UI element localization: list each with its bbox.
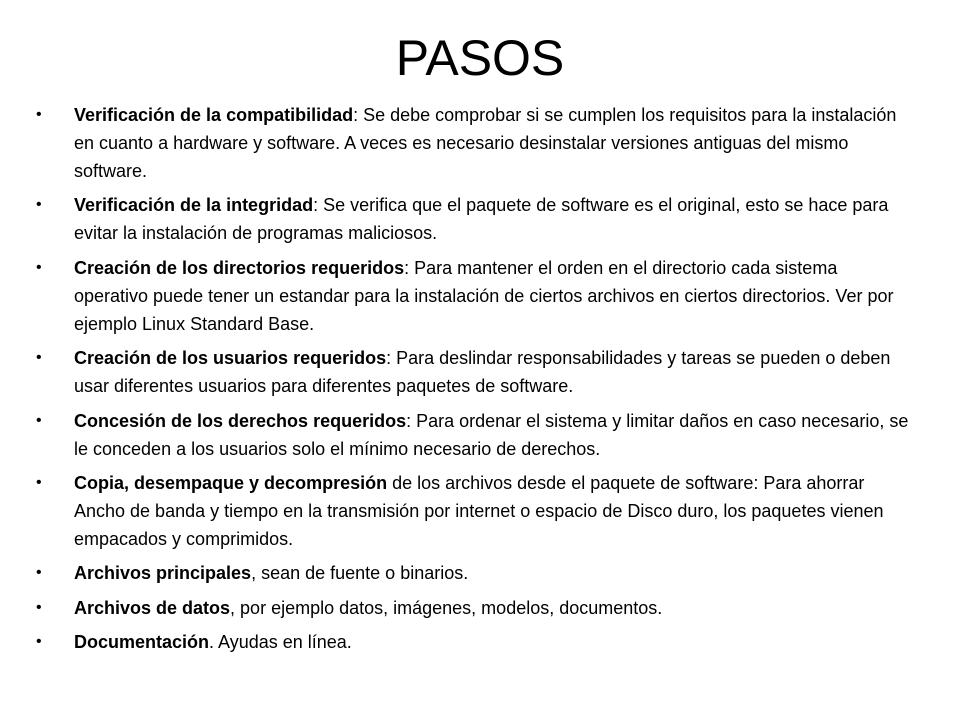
bullet-item-6 <box>36 469 916 553</box>
bullet-item-2 <box>36 191 916 247</box>
bullet-term: Documentación <box>74 632 210 653</box>
bullet-list <box>36 101 916 663</box>
bullet-dot-icon: • <box>36 349 42 367</box>
bullet-text: : Para mantener el orden en el directorio cada sistema operativo puede tener un estandar para la instalación de ciertos archivos en ciertos directorios. Ver por ejemplo Linux Standard Base. <box>74 257 894 334</box>
bullet-text: , sean de fuente o binarios. <box>251 563 469 584</box>
bullet-item-1 <box>36 101 916 185</box>
bullet-text: : Se verifica que el paquete de software es el original, esto se hace para evitar la instalación de programas maliciosos. <box>74 195 889 244</box>
bullet-dot-icon: • <box>36 106 42 123</box>
bullet-item-8 <box>36 594 916 622</box>
bullet-text: : Se debe comprobar si se cumplen los requisitos para la instalación en cuanto a hardware y software. A veces es necesario desinstalar versiones antiguas del mismo software. <box>74 105 897 181</box>
bullet-text: . Ayudas en línea. <box>209 632 352 653</box>
bullet-item-5 <box>36 407 916 463</box>
bullet-dot-icon: • <box>36 411 42 429</box>
bullet-term: Verificación de la integridad <box>74 195 314 216</box>
bullet-term: Creación de los usuarios requeridos <box>74 348 387 369</box>
bullet-item-4 <box>36 344 916 400</box>
bullet-dot-icon: • <box>36 258 42 276</box>
bullet-text: , por ejemplo datos, imágenes, modelos, documentos. <box>230 597 663 618</box>
bullet-item-7 <box>36 559 916 587</box>
bullet-term: Archivos principales <box>74 563 252 584</box>
bullet-dot-icon: • <box>36 598 42 616</box>
bullet-dot-icon: • <box>36 473 42 491</box>
bullet-text: : Para deslindar responsabilidades y tareas se pueden o deben usar diferentes usuarios para diferentes paquetes de software. <box>74 348 891 397</box>
bullet-dot-icon: • <box>36 196 42 214</box>
bullet-term: Copia, desempaque y decompresión <box>74 472 388 493</box>
bullet-item-9 <box>36 628 916 656</box>
bullet-term: Archivos de datos <box>74 597 231 618</box>
bullet-term: Concesión de los derechos requeridos <box>74 410 407 431</box>
bullet-term: Verificación de la compatibilidad <box>74 105 354 125</box>
bullet-dot-icon: • <box>36 564 42 582</box>
bullet-term: Creación de los directorios requeridos <box>74 257 405 278</box>
bullet-text: : Para ordenar el sistema y limitar daños en caso necesario, se le conceden a los usuarios solo el mínimo necesario de derechos. <box>74 410 909 459</box>
slide-title: PASOS <box>395 30 565 86</box>
bullet-text: de los archivos desde el paquete de software: Para ahorrar Ancho de banda y tiempo en la transmisión por internet o espacio de Disco duro, los paquetes vienen empacados y comprimidos. <box>74 472 884 549</box>
bullet-dot-icon: • <box>36 633 42 651</box>
bullet-item-3 <box>36 254 916 338</box>
